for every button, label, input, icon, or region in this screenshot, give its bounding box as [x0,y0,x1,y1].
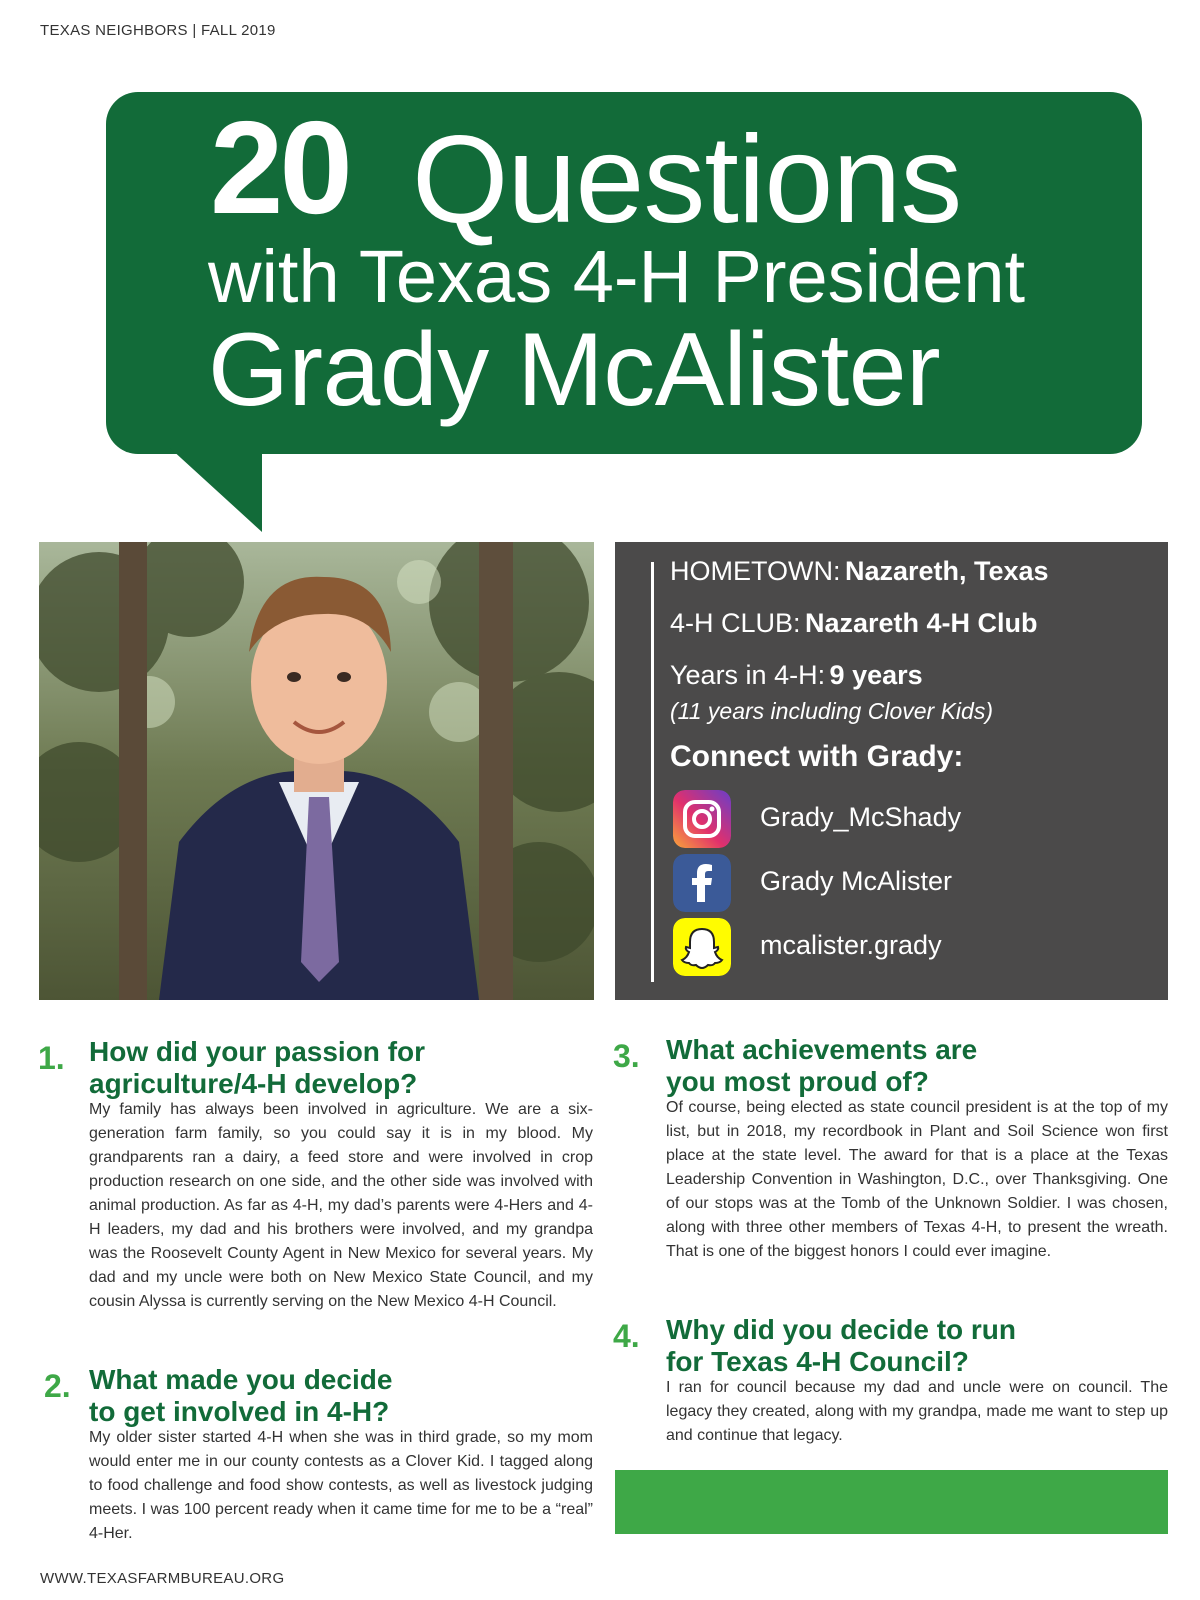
question-answer-4: I ran for council because my dad and uncle were on council. The legacy they created, along with my grandpa, made me want to step up and continue that legacy. [666,1379,1168,1444]
question-title-2-line1: What made you decide [89,1364,393,1395]
question-answer-1: My family has always been involved in agriculture. We are a six-generation farm family, so you could say it is in my blood. My grandparents ran a dairy, a feed store and were involved in crop production research on one side, and the other side was involved with animal production. As far as 4-H, my dad’s parents were 4-Hers and 4-H leaders, my dad and his brothers were involved, and my grandpa was the Roosevelt County Agent in New Mexico for several years. My dad and my uncle were both on New Mexico State Council, and my cousin Alyssa is currently serving on the New Mexico 4-H Council. [89,1101,593,1310]
hometown-row [670,556,1049,587]
club-label: 4-H CLUB: [670,608,801,638]
club-row [670,608,1038,639]
facebook-handle: Grady McAlister [760,866,953,896]
bubble-tail [170,448,270,532]
question-title-1-line1: How did your passion for [89,1036,426,1067]
instagram-icon[interactable] [673,790,731,848]
years-note: (11 years including Clover Kids) [670,698,993,724]
title-number: 20 [210,94,349,241]
profile-info-panel [615,542,1168,1000]
hometown-value: Nazareth, Texas [844,556,1049,586]
instagram-handle: Grady_McShady [760,802,962,832]
question-answer-3: Of course, being elected as state council president is at the top of my list, but in 2018, my recordbook in Plant and Soil Science won first place at the state level. The award for that is a place at the Texas Leadership Convention in Washington, D.C., over Thanksgiving. One of our stops was at the Tomb of the Unknown Soldier. I was chosen, along with three other members of Texas 4-H, to present the wreath. That is one of the biggest honors I could ever imagine. [666,1099,1168,1260]
portrait-photo [39,542,594,1000]
hometown-label: HOMETOWN: [670,556,841,586]
question-number-1: 1. [38,1040,65,1076]
question-title-4 [666,1314,1016,1378]
question-title-3-line1: What achievements are [666,1034,978,1065]
panel-divider [651,562,654,982]
club-value: Nazareth 4-H Club [804,608,1038,638]
question-title-2 [89,1364,392,1428]
facebook-icon[interactable] [673,854,731,912]
accent-bar [615,1470,1168,1534]
website-footer[interactable]: WWW.TEXASFARMBUREAU.ORG [40,1570,285,1587]
question-number-3: 3. [613,1038,640,1074]
question-title-3 [666,1034,977,1098]
question-number-2: 2. [44,1368,71,1404]
years-label: Years in 4-H: [670,660,826,690]
question-number-4: 4. [613,1318,640,1354]
years-value: 9 years [829,660,923,690]
title-word: Questions [412,111,962,249]
title-subtitle: with Texas 4-H President [208,235,1026,318]
publication-header: TEXAS NEIGHBORS | FALL 2019 [40,22,276,39]
connect-heading: Connect with Grady: [670,740,964,773]
snapchat-icon[interactable] [673,918,731,976]
snapchat-handle: mcalister.grady [760,930,942,960]
question-title-2-line2: to get involved in 4-H? [89,1396,390,1427]
title-name: Grady McAlister [208,312,941,428]
question-answer-2: My older sister started 4-H when she was in third grade, so my mom would enter me in our county contests as a Clover Kid. I tagged along to food challenge and food show contests, as well as livestock judging meets. I was 100 percent ready when it came time for me to be a “real” 4-Her. [89,1429,593,1542]
years-row [670,660,923,691]
question-title-4-line1: Why did you decide to run [666,1314,1016,1345]
question-title-3-line2: you most proud of? [666,1066,929,1097]
question-title-4-line2: for Texas 4-H Council? [666,1346,969,1377]
question-title-1-line2: agriculture/4-H develop? [89,1068,418,1099]
question-title-1 [89,1036,425,1100]
